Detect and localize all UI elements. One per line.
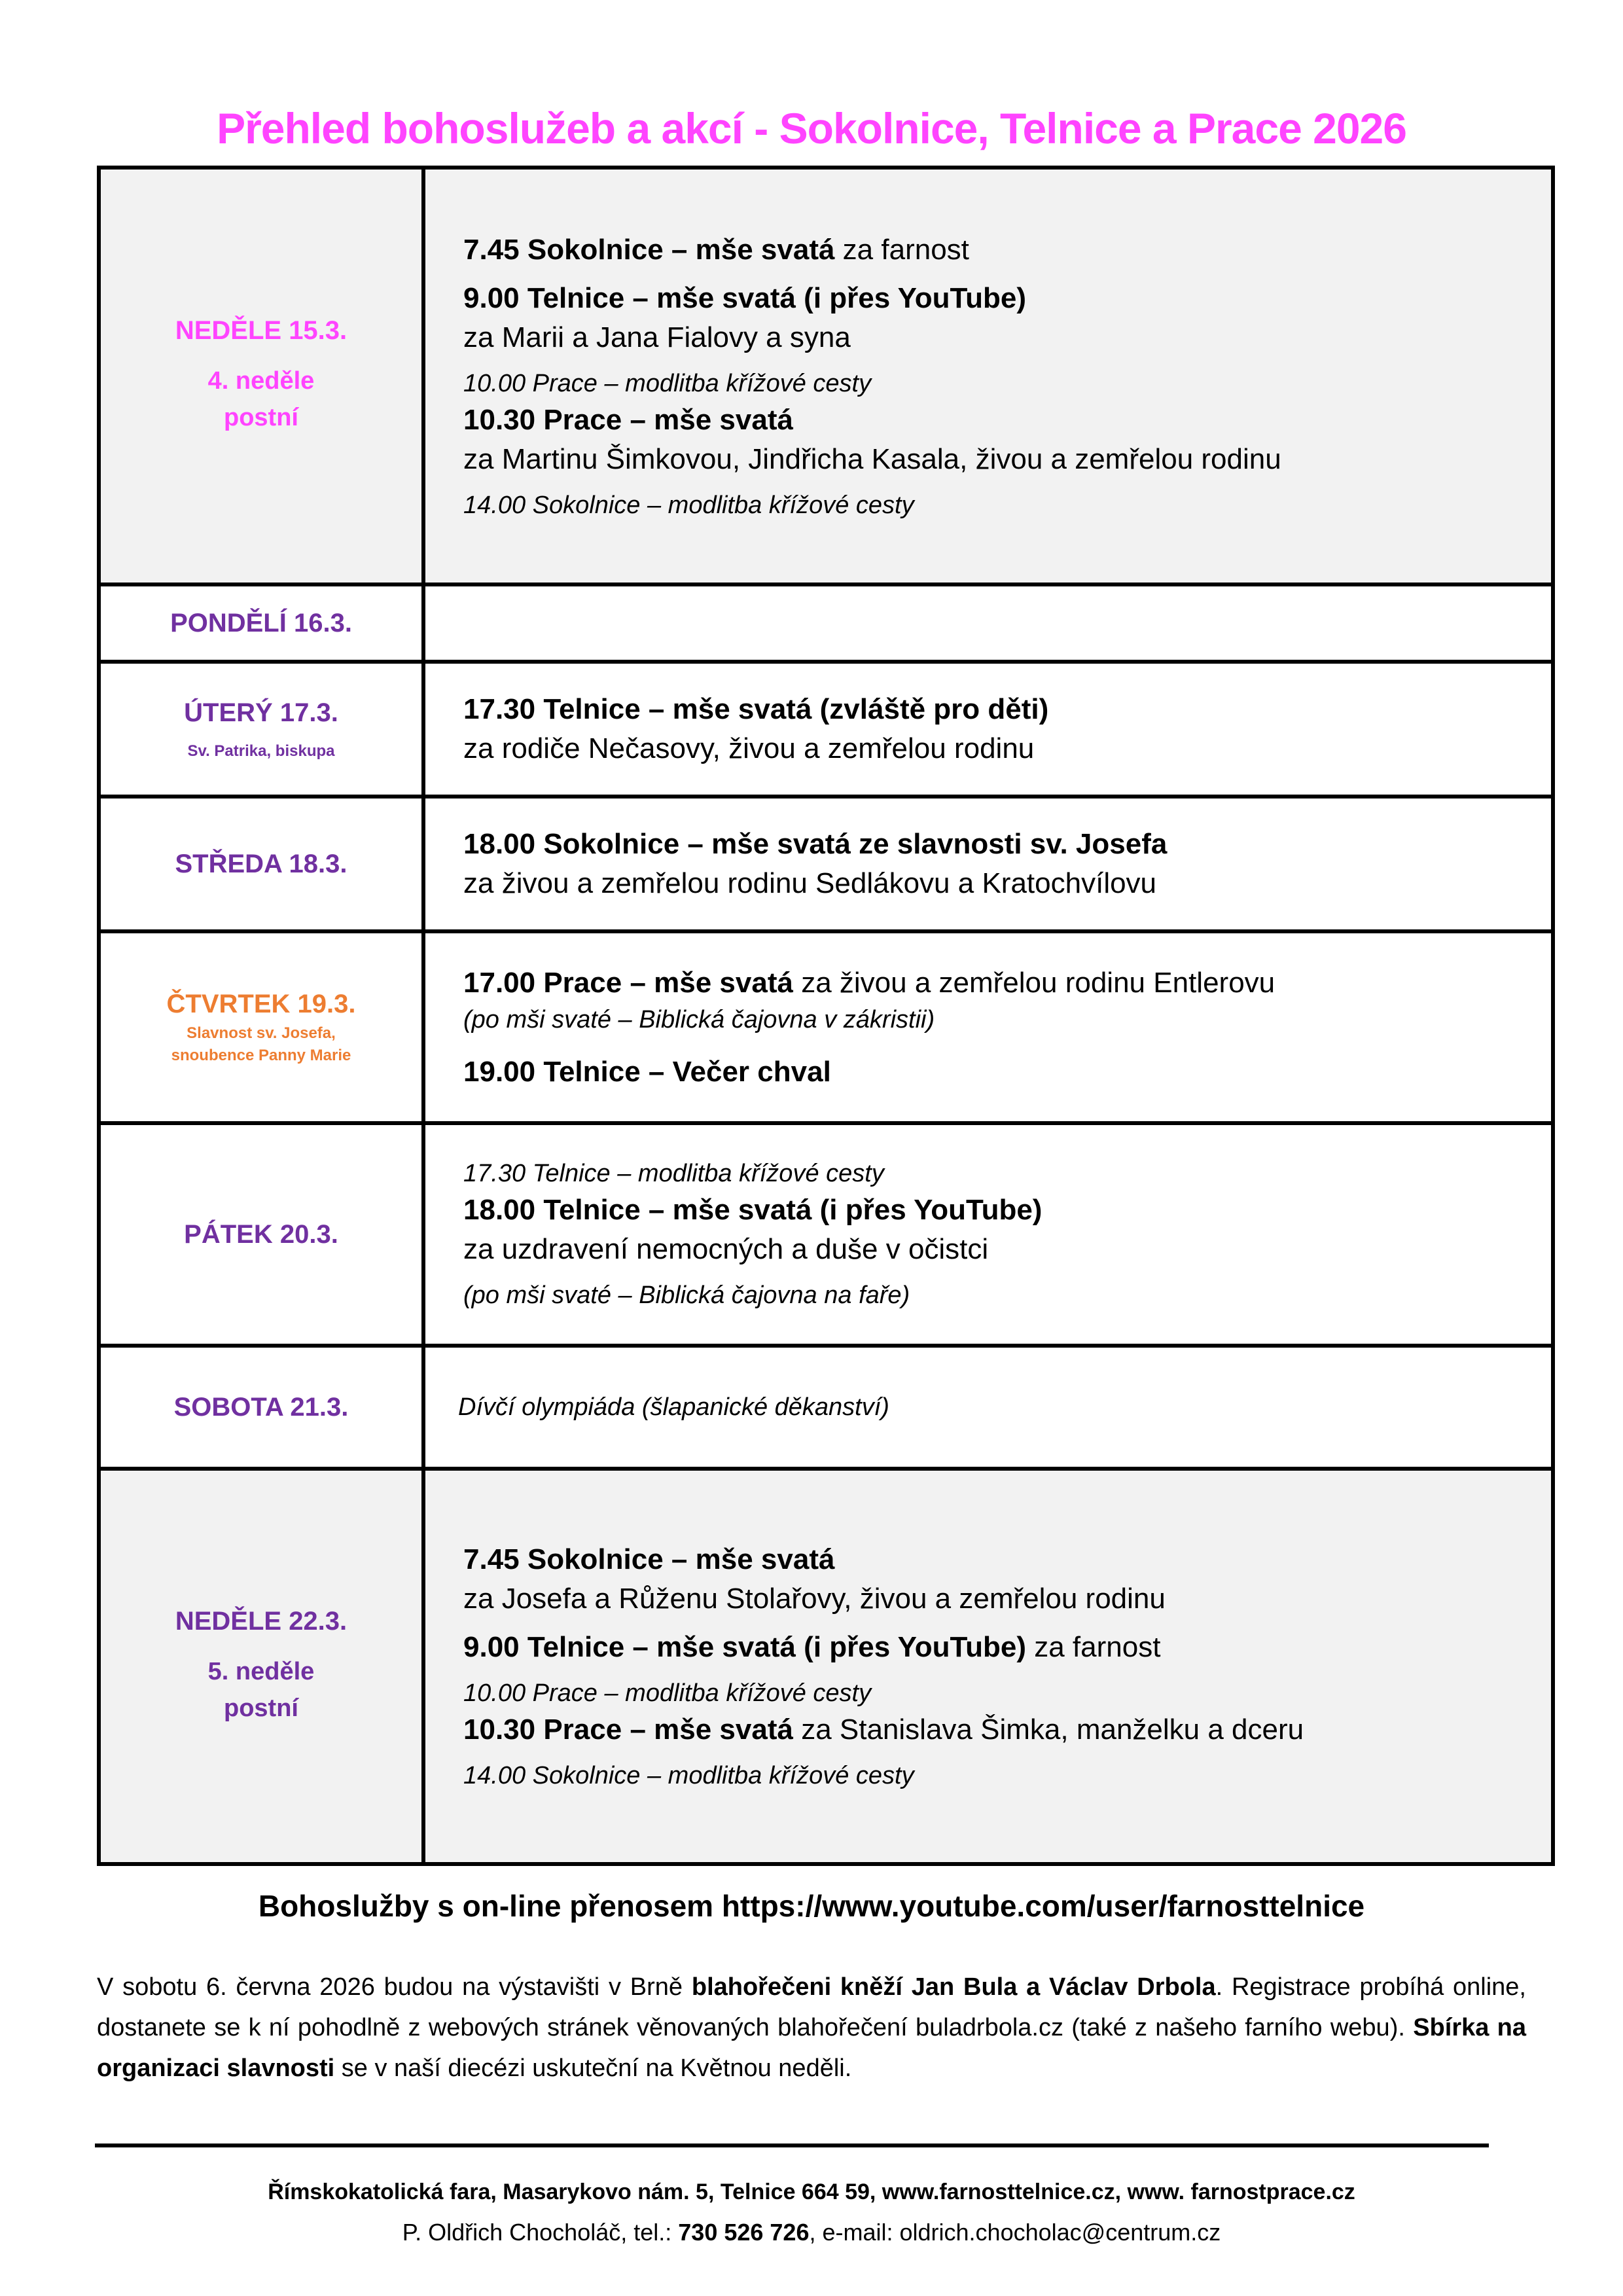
day-name: PÁTEK 20.3. [184,1219,338,1249]
event-intention: za Martinu Šimkovou, Jindřicha Kasala, živou a zemřelou rodinu [463,442,1281,475]
table-row [99,168,1553,584]
events-cell [423,1123,1553,1346]
day-note: Sv. Patrika, biskupa [187,742,335,760]
day-name: NEDĚLE 22.3. [175,1606,348,1636]
event-line-italic: 10.00 Prace – modlitba křížové cesty [463,369,872,397]
table-row [99,1346,1553,1469]
announcement-paragraph: V sobotu 6. června 2026 budou na výstavišti v Brně blahořečeni kněží Jan Bula a Václav Drbola. Registrace probíhá online, dostanete se k ní pohodlně z webových stránek věnovaných blahořečení buladrbola.cz (také z našeho farního webu). Sbírka na organizaci slavnosti se v naší diecézi uskuteční na Květnou neděli. [97,1973,1527,2082]
day-cell [99,931,423,1123]
events-cell [423,1346,1553,1469]
event-line: 18.00 Telnice – mše svatá (i přes YouTube) [463,1194,1043,1226]
event-intention: za rodiče Nečasovy, živou a zemřelou rodinu [463,732,1035,764]
day-note: Slavnost sv. Josefa, [187,1024,336,1042]
event-line: 9.00 Telnice – mše svatá (i přes YouTube) za farnost [463,1631,1161,1663]
day-subtitle: 5. neděle postní [207,1657,315,1722]
event-line: 17.30 Telnice – mše svatá (zvláště pro děti) [463,693,1049,725]
event-line: 7.45 Sokolnice – mše svatá za farnost [463,233,969,266]
footer-address: Římskokatolická fara, Masarykovo nám. 5, Telnice 664 59, www.farnosttelnice.cz, www. farnostprace.cz [268,2179,1355,2204]
events-cell [423,168,1553,584]
day-name: STŘEDA 18.3. [175,849,348,878]
event-line-italic: 10.00 Prace – modlitba křížové cesty [463,1679,872,1707]
table-row [99,931,1553,1123]
event-intention: za uzdravení nemocných a duše v očistci [463,1233,989,1265]
day-name: PONDĚLÍ 16.3. [170,608,352,637]
table-row [99,584,1553,662]
event-intention: za živou a zemřelou rodinu Sedlákovu a Kratochvílovu [463,867,1157,899]
day-name: ČTVRTEK 19.3. [166,990,356,1018]
page-title: Přehled bohoslužeb a akcí - Sokolnice, Telnice a Prace 2026 [217,104,1406,152]
events-cell [423,931,1553,1123]
event-line-italic: 17.30 Telnice – modlitba křížové cesty [463,1160,884,1187]
event-line-italic: 14.00 Sokolnice – modlitba křížové cesty [463,491,914,519]
footer-contact: P. Oldřich Chocholáč, tel.: 730 526 726, e-mail: oldrich.chocholac@centrum.cz [402,2219,1221,2246]
event-line: 18.00 Sokolnice – mše svatá ze slavnosti sv. Josefa [463,828,1168,860]
day-cell [99,1346,423,1469]
footer-divider [95,2144,1489,2147]
event-line: 9.00 Telnice – mše svatá (i přes YouTube) [463,281,1026,314]
day-name: SOBOTA 21.3. [173,1392,349,1422]
day-subtitle: 4. neděle postní [207,367,315,431]
event-line: 10.30 Prace – mše svatá [463,403,793,436]
day-cell [99,168,423,584]
day-cell [99,797,423,931]
event-intention: za Marii a Jana Fialovy a syna [463,321,851,353]
day-cell [99,1469,423,1864]
schedule-table [97,166,1555,1866]
event-intention: za Josefa a Růženu Stolařovy, živou a zemřelou rodinu [463,1583,1166,1615]
day-cell [99,1123,423,1346]
table-row [99,1469,1553,1864]
events-cell [423,1469,1553,1864]
day-name: NEDĚLE 15.3. [175,316,348,345]
event-line: 7.45 Sokolnice – mše svatá [463,1543,835,1575]
events-cell [423,584,1553,662]
event-line-italic: (po mši svaté – Biblická čajovna na faře) [463,1282,910,1309]
table-row [99,662,1553,797]
event-line: 10.30 Prace – mše svatá za Stanislava Šimka, manželku a dceru [463,1713,1304,1746]
event-line-italic: Dívčí olympiáda (šlapanické děkanství) [458,1393,889,1421]
events-cell [423,662,1553,797]
day-note: snoubence Panny Marie [171,1047,351,1064]
event-line: 17.00 Prace – mše svatá za živou a zemřelou rodinu Entlerovu [463,966,1275,999]
day-cell [99,584,423,662]
event-line-italic: 14.00 Sokolnice – modlitba křížové cesty [463,1762,914,1789]
event-line: 19.00 Telnice – Večer chval [463,1055,831,1088]
table-row [99,797,1553,931]
events-cell [423,797,1553,931]
day-cell [99,662,423,797]
table-row [99,1123,1553,1346]
day-name: ÚTERÝ 17.3. [184,698,338,727]
online-stream-notice: Bohoslužby s on-line přenosem https://www.youtube.com/user/farnosttelnice [258,1889,1365,1923]
event-line-italic: (po mši svaté – Biblická čajovna v zákristii) [463,1005,935,1033]
